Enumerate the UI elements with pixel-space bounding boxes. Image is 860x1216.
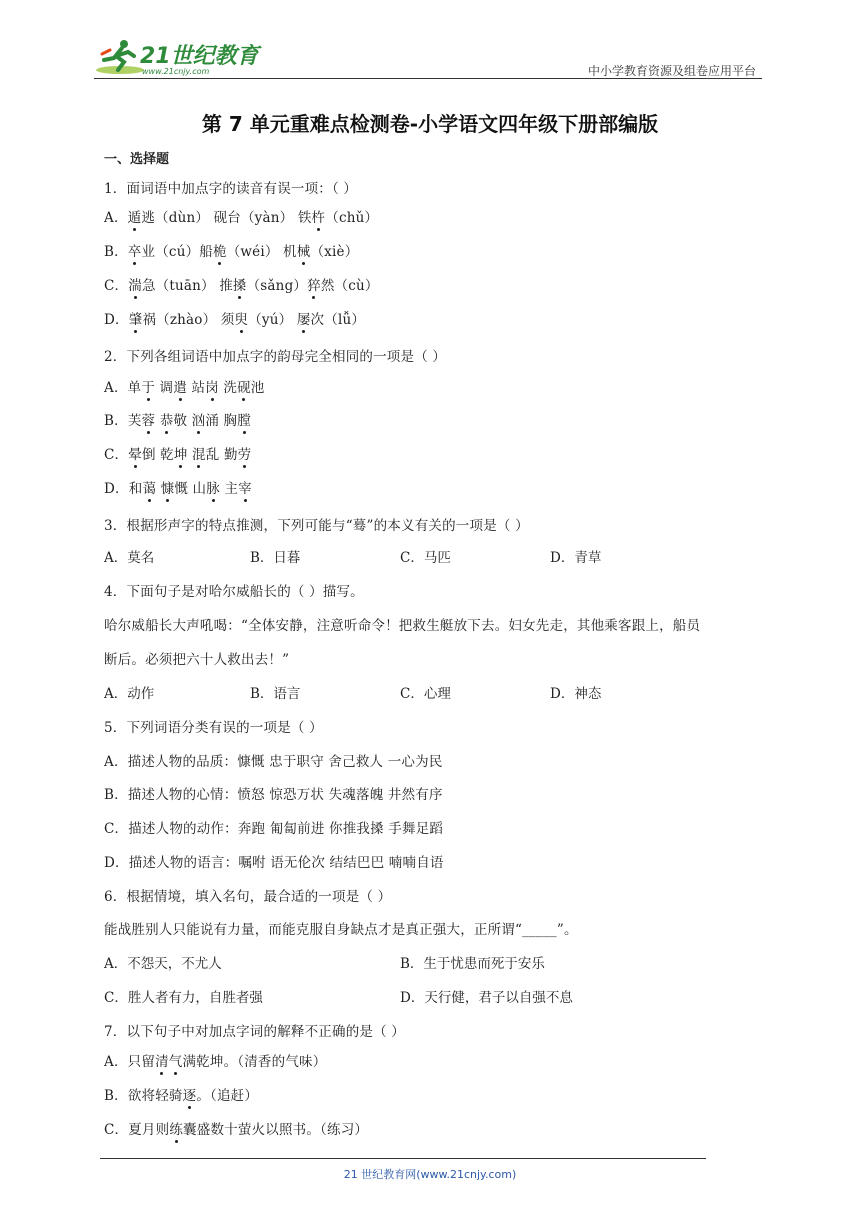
footer-link[interactable]: 21 世纪教育网(www.21cnjy.com): [343, 1168, 517, 1181]
q4-text-line2: 断后。必须把六十人救出去！”: [104, 652, 290, 668]
dotted-char: 搡: [233, 274, 247, 294]
q2-option-d: [104, 477, 252, 497]
q6-option-b: B．生于忧患而死于安乐: [400, 956, 545, 972]
q1-option-a: [104, 206, 378, 226]
text-run: 敬: [173, 413, 192, 429]
text-run: 。（追赶）: [196, 1088, 259, 1104]
q6-text: 能战胜别人只能说有力量，而能克服自身缺点才是真正强大，正所谓“_____”。: [104, 922, 578, 938]
dotted-char: 卒: [128, 240, 142, 260]
q6-option-c: C．胜人者有力，自胜者强: [104, 990, 263, 1006]
q2-stem: 2．下列各组词语中加点字的韵母完全相同的一项是（ ）: [104, 349, 447, 365]
dotted-char: 慷: [161, 477, 175, 497]
q1-option-d: [104, 308, 365, 328]
q5-option-a: A．描述人物的品质：慷慨 忠于职守 舍己救人 一心为民: [104, 754, 443, 770]
dotted-char: 桅: [213, 240, 227, 260]
text-run: B．: [104, 244, 128, 260]
q3-options: [0, 546, 860, 566]
q4-option-a: A．动作: [104, 686, 155, 702]
q5-option-c: C．描述人物的动作：奔跑 匍匐前进 你推我搡 手舞足蹈: [104, 821, 444, 837]
dotted-char: 晕: [128, 443, 142, 463]
text-run: 次（lǚ）: [310, 312, 366, 328]
text-run: 调: [155, 380, 174, 396]
header-divider: [94, 78, 762, 79]
text-run: 涌 胸: [205, 413, 238, 429]
text-run: B．芙: [104, 413, 142, 429]
q1-stem: 1．面词语中加点字的读音有误一项：（ ）: [104, 181, 358, 197]
dotted-char: 臾: [235, 308, 249, 328]
runner-logo-icon: [94, 36, 264, 78]
q3-option-d: D．青草: [550, 550, 602, 566]
text-run: （sǎng）: [246, 278, 308, 294]
q6-options-row2: [0, 986, 860, 1006]
q1-option-c: [104, 274, 379, 294]
text-run: 慨 山: [174, 481, 207, 497]
q6-stem: 6．根据情境，填入名句，最合适的一项是（ ）: [104, 889, 392, 905]
q4-option-d: D．神态: [550, 686, 602, 702]
q2-option-b: [104, 409, 251, 429]
q7-option-c: [104, 1118, 368, 1138]
text-run: 然（cù）: [320, 278, 379, 294]
q6-options-row1: [0, 952, 860, 972]
dotted-char: 混: [192, 443, 206, 463]
dotted-char: 逐: [183, 1084, 197, 1104]
header-platform-text: 中小学教育资源及组卷应用平台: [587, 64, 756, 78]
q3-option-b: B．日暮: [250, 550, 301, 566]
q2-option-c: [104, 443, 251, 463]
dotted-char: 屡: [297, 308, 311, 328]
dotted-char: 膛: [237, 409, 251, 429]
q4-stem: 4．下面句子是对哈尔威船长的（ ）描写。: [104, 584, 364, 600]
text-run: A．只留: [104, 1054, 156, 1070]
text-run: 业（cú）船: [141, 244, 213, 260]
dotted-char: 猝: [307, 274, 321, 294]
dotted-char: 杵: [312, 206, 326, 226]
dotted-char: 肇: [129, 308, 143, 328]
q5-option-d: D．描述人物的语言：嘱咐 语无伦次 结结巴巴 喃喃自语: [104, 855, 444, 871]
dotted-char: 宰: [238, 477, 252, 497]
dotted-char: 劳: [238, 443, 252, 463]
dotted-char: 清: [155, 1050, 169, 1070]
text-run: （xiè）: [310, 244, 359, 260]
dotted-char: 岗: [205, 376, 219, 396]
page-title: 第 7 单元重难点检测卷-小学语文四年级下册部编版: [201, 112, 659, 136]
q7-option-a: [104, 1050, 326, 1070]
text-run: 祸（zhào） 须: [142, 312, 235, 328]
site-logo: [94, 36, 264, 78]
text-run: 站: [186, 380, 206, 396]
text-run: （yú）: [248, 312, 297, 328]
text-run: C．: [104, 278, 129, 294]
text-run: 急（tuān） 推: [141, 278, 233, 294]
dotted-char: 练: [169, 1118, 183, 1138]
dotted-char: 脉: [206, 477, 220, 497]
text-run: A．: [104, 210, 128, 226]
dotted-char: 于: [141, 376, 155, 396]
q4-text-line1: 哈尔威船长大声吼喝：“全体安静，注意听命令！把救生艇放下去。妇女先走，其他乘客跟上，船员: [104, 618, 701, 634]
dotted-char: 遣: [173, 376, 187, 396]
dotted-char: 蓉: [142, 409, 156, 429]
text-run: 逃（dùn） 砚台（yàn） 铁: [141, 210, 312, 226]
q5-option-b: B．描述人物的心情：愤怒 惊恐万状 失魂落魄 井然有序: [104, 787, 443, 803]
dotted-char: 气: [169, 1050, 183, 1070]
text-run: C．夏月则: [104, 1122, 170, 1138]
text-run: C．: [104, 447, 129, 463]
dotted-char: 砚: [237, 376, 251, 396]
dotted-char: 坤: [174, 443, 188, 463]
text-run: 乱 勤: [205, 447, 238, 463]
q6-option-d: D．天行健，君子以自强不息: [400, 990, 573, 1006]
q7-option-b: [104, 1084, 258, 1104]
text-run: 满乾坤。（清香的气味）: [182, 1054, 327, 1070]
text-run: 倒 乾: [141, 447, 174, 463]
q1-option-b: [104, 240, 358, 260]
dotted-char: 蔼: [142, 477, 156, 497]
text-run: D．: [104, 312, 129, 328]
dotted-char: 遁: [128, 206, 142, 226]
text-run: （wéi） 机: [226, 244, 297, 260]
logo-url: www.21cnjy.com: [142, 67, 210, 76]
dotted-char: 湍: [128, 274, 142, 294]
q6-option-a: A．不怨天，不尤人: [104, 956, 222, 972]
q7-stem: 7．以下句子中对加点字词的解释不正确的是（ ）: [104, 1024, 405, 1040]
text-run: 主: [219, 481, 239, 497]
logo-text: 21世纪教育: [140, 44, 259, 69]
q3-stem: 3．根据形声字的特点推测，下列可能与“蓦”的本义有关的一项是（ ）: [104, 518, 529, 534]
dotted-char: 械: [297, 240, 311, 260]
q3-option-a: A．莫名: [104, 550, 155, 566]
q5-stem: 5．下列词语分类有误的一项是（ ）: [104, 720, 323, 736]
text-run: D．和: [104, 481, 143, 497]
q2-option-a: [104, 376, 264, 396]
text-run: 洗: [218, 380, 238, 396]
q4-options: [0, 682, 860, 702]
text-run: （chǔ）: [325, 210, 379, 226]
text-run: 池: [250, 380, 265, 396]
text-run: 囊盛数十萤火以照书。（练习）: [183, 1122, 369, 1138]
dotted-char: 汹: [192, 409, 206, 429]
footer-divider: [100, 1158, 706, 1159]
q3-option-c: C．马匹: [400, 550, 451, 566]
text-run: A．单: [104, 380, 142, 396]
text-run: B．欲将轻骑: [104, 1088, 183, 1104]
section-heading: 一、选择题: [104, 152, 170, 167]
dotted-char: 恭: [160, 409, 174, 429]
q4-option-b: B．语言: [250, 686, 301, 702]
q4-option-c: C．心理: [400, 686, 451, 702]
